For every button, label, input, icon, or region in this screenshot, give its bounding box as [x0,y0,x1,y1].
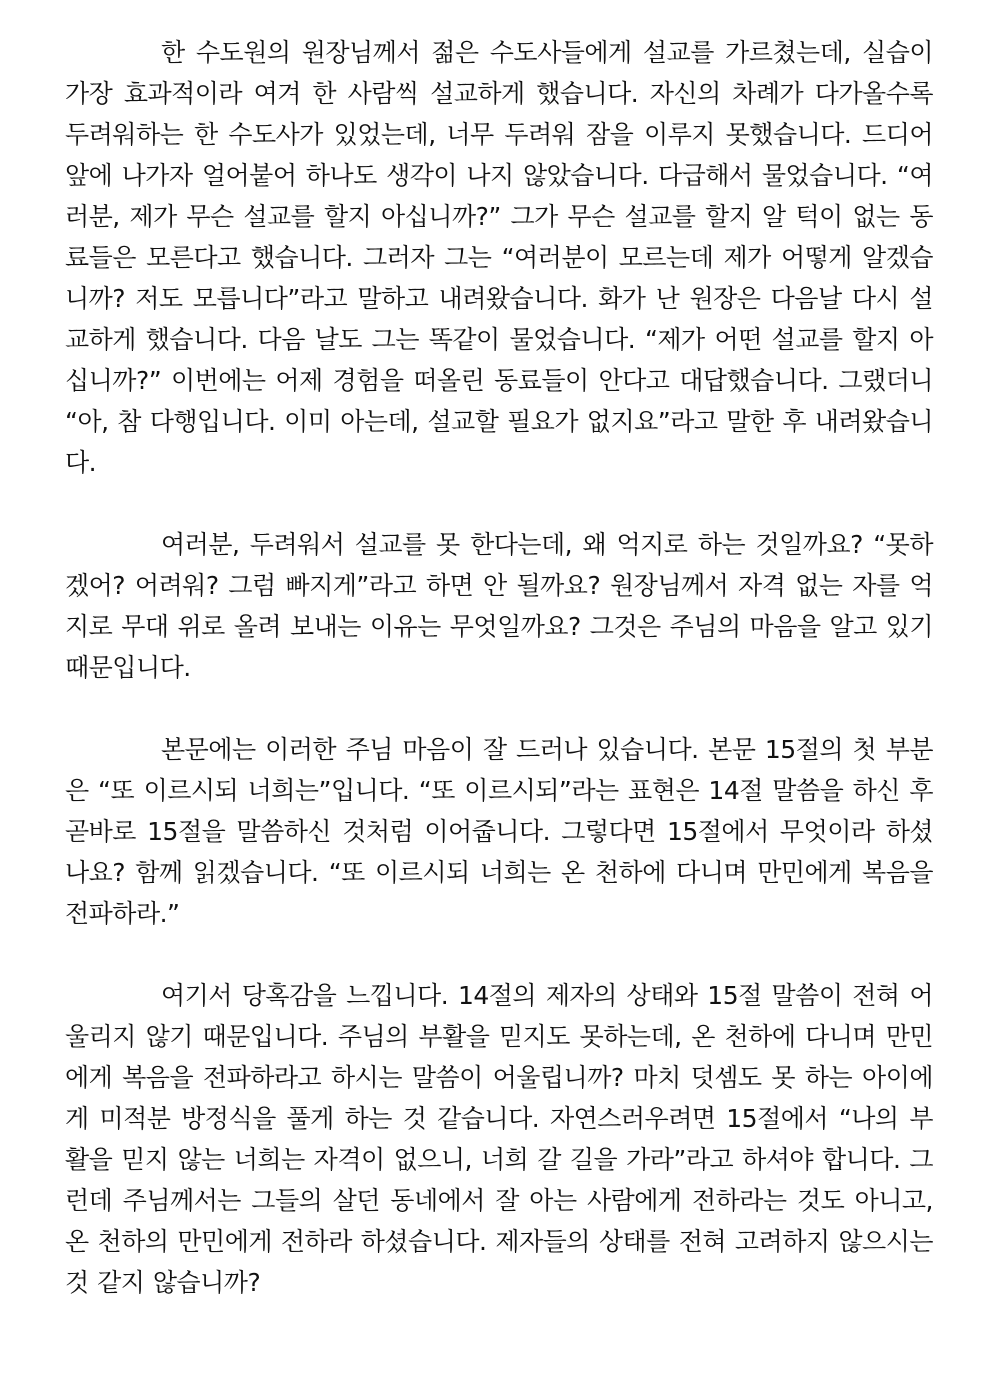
paragraph-2: 여러분, 두려워서 설교를 못 한다는데, 왜 억지로 하는 것일까요? “못하겠어? 어려워? 그럼 빠지게”라고 하면 안 될까요? 원장님께서 자격 없는 자를 억지로 무대 위로 올려 보내는 이유는 무엇일까요? 그것은 주님의 마음을 알고 있기 때문입니다. [65,530,933,682]
paragraph-3: 본문에는 이러한 주님 마음이 잘 드러나 있습니다. 본문 15절의 첫 부분은 “또 이르시되 너희는”입니다. “또 이르시되”라는 표현은 14절 말씀을 하신 후 곧바로 15절을 말씀하신 것처럼 이어줍니다. 그렇다면 15절에서 무엇이라 하셨나요? 함께 읽겠습니다. “또 이르시되 너희는 온 천하에 다니며 만민에게 복음을 전파하라.” [65,735,933,928]
paragraph-1: 한 수도원의 원장님께서 젊은 수도사들에게 설교를 가르쳤는데, 실습이 가장 효과적이라 여겨 한 사람씩 설교하게 했습니다. 자신의 차례가 다가올수록 두려워하는 한 수도사가 있었는데, 너무 두려워 잠을 이루지 못했습니다. 드디어 앞에 나가자 얼어붙어 하나도 생각이 나지 않았습니다. 다급해서 물었습니다. “여러분, 제가 무슨 설교를 할지 아십니까?” 그가 무슨 설교를 할지 알 턱이 없는 동료들은 모른다고 했습니다. 그러자 그는 “여러분이 모르는데 제가 어떻게 알겠습니까? 저도 모릅니다”라고 말하고 내려왔습니다. 화가 난 원장은 다음날 다시 설교하게 했습니다. 다음 날도 그는 똑같이 물었습니다. “제가 어떤 설교를 할지 아십니까?” 이번에는 어제 경험을 떠올린 동료들이 안다고 대답했습니다. 그랬더니 “아, 참 다행입니다. 이미 아는데, 설교할 필요가 없지요”라고 말한 후 내려왔습니다. [65,38,933,477]
document-page [65,32,933,1303]
paragraph-4: 여기서 당혹감을 느낍니다. 14절의 제자의 상태와 15절 말씀이 전혀 어울리지 않기 때문입니다. 주님의 부활을 믿지도 못하는데, 온 천하에 다니며 만민에게 복음을 전파하라고 하시는 말씀이 어울립니까? 마치 덧셈도 못 하는 아이에게 미적분 방정식을 풀게 하는 것 같습니다. 자연스러우려면 15절에서 “나의 부활을 믿지 않는 너희는 자격이 없으니, 너희 갈 길을 가라”라고 하셔야 합니다. 그런데 주님께서는 그들의 살던 동네에서 잘 아는 사람에게 전하라는 것도 아니고, 온 천하의 만민에게 전하라 하셨습니다. 제자들의 상태를 전혀 고려하지 않으시는 것 같지 않습니까? [65,981,933,1297]
